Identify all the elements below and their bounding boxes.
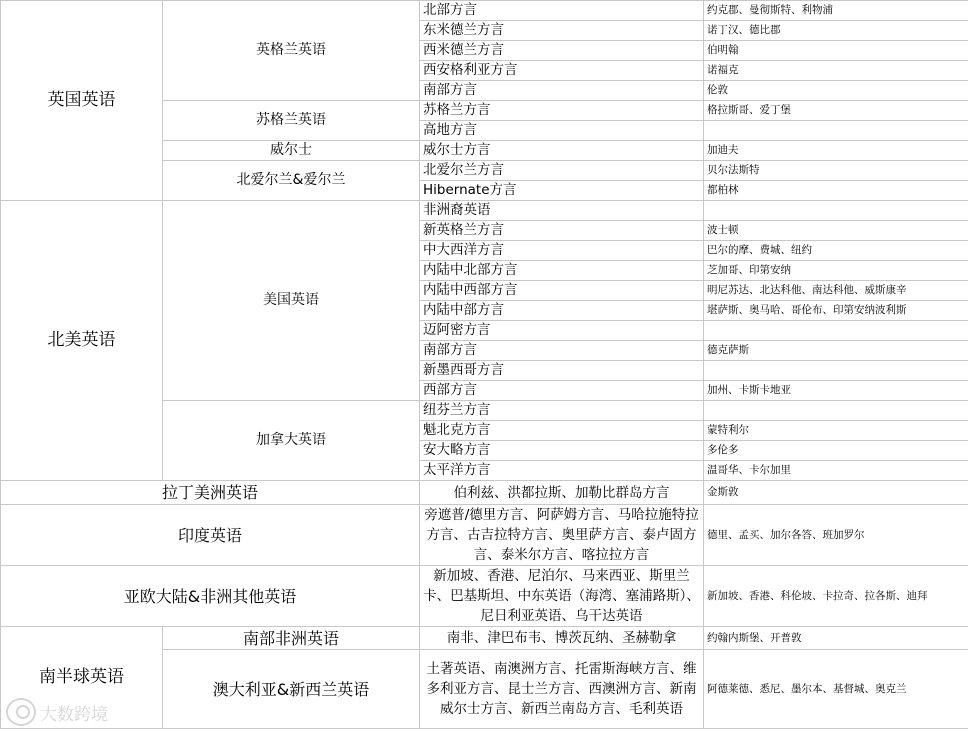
dialect-cell: 威尔士方言 [420,141,704,161]
dialect-cell: 新墨西哥方言 [420,361,704,381]
region-uk: 英国英语 [1,1,163,201]
cities-cell: 诺福克 [704,61,968,81]
dialect-cell: 土著英语、南澳洲方言、托雷斯海峡方言、维多利亚方言、昆士兰方言、西澳洲方言、新南威尔士方言、新西兰南岛方言、毛利英语 [420,650,704,729]
dialect-cell: 新英格兰方言 [420,221,704,241]
table-row [1,505,968,566]
dialect-cell: 东米德兰方言 [420,21,704,41]
cities-cell: 伦敦 [704,81,968,101]
variety-australia-nz: 澳大利亚&新西兰英语 [163,650,420,729]
table-row [1,627,968,650]
cities-cell: 温哥华、卡尔加里 [704,461,968,481]
dialect-cell: 魁北克方言 [420,421,704,441]
dialect-cell: 高地方言 [420,121,704,141]
dialect-cell: 北部方言 [420,1,704,21]
cities-cell [704,201,968,221]
table-row [1,566,968,627]
cities-cell: 都柏林 [704,181,968,201]
cities-cell: 多伦多 [704,441,968,461]
table-row [1,481,968,505]
dialect-cell: 新加坡、香港、尼泊尔、马来西亚、斯里兰卡、巴基斯坦、中东英语（海湾、塞浦路斯）、尼日利亚英语、乌干达英语 [420,566,704,627]
cities-cell [704,121,968,141]
region-india: 印度英语 [1,505,420,566]
watermark-logo-icon [6,698,36,726]
table-row [1,1,968,21]
cities-cell [704,361,968,381]
dialect-cell: 南非、津巴布韦、博茨瓦纳、圣赫勒拿 [420,627,704,650]
dialect-cell: 内陆中北部方言 [420,261,704,281]
variety-england: 英格兰英语 [163,1,420,101]
dialect-cell: 伯利兹、洪都拉斯、加勒比群岛方言 [420,481,704,505]
dialect-cell: 西安格利亚方言 [420,61,704,81]
dialect-cell: 太平洋方言 [420,461,704,481]
dialect-cell: 西米德兰方言 [420,41,704,61]
dialect-cell: 安大略方言 [420,441,704,461]
cities-cell: 加州、卡斯卡地亚 [704,381,968,401]
cities-cell: 贝尔法斯特 [704,161,968,181]
cities-cell: 新加坡、香港、科伦坡、卡拉奇、拉各斯、迪拜 [704,566,968,627]
region-eurasia-africa: 亚欧大陆&非洲其他英语 [1,566,420,627]
cities-cell: 金斯敦 [704,481,968,505]
region-latin-america: 拉丁美洲英语 [1,481,420,505]
dialect-cell: Hibernate方言 [420,181,704,201]
dialect-cell: 迈阿密方言 [420,321,704,341]
cities-cell: 诺丁汉、德比郡 [704,21,968,41]
variety-scotland: 苏格兰英语 [163,101,420,141]
dialect-cell: 苏格兰方言 [420,101,704,121]
region-north-america: 北美英语 [1,201,163,481]
watermark-text: 大数跨境 [40,704,108,725]
dialect-cell: 旁遮普/德里方言、阿萨姆方言、马哈拉施特拉方言、古吉拉特方言、奥里萨方言、泰卢固方言、泰米尔方言、喀拉拉方言 [420,505,704,566]
cities-cell [704,321,968,341]
dialect-cell: 西部方言 [420,381,704,401]
cities-cell: 堪萨斯、奥马哈、哥伦布、印第安纳波利斯 [704,301,968,321]
watermark [6,698,108,726]
cities-cell: 巴尔的摩、费城、纽约 [704,241,968,261]
cities-cell: 蒙特利尔 [704,421,968,441]
cities-cell: 格拉斯哥、爱丁堡 [704,101,968,121]
cities-cell: 德里、孟买、加尔各答、班加罗尔 [704,505,968,566]
dialect-cell: 纽芬兰方言 [420,401,704,421]
cities-cell: 明尼苏达、北达科他、南达科他、威斯康辛 [704,281,968,301]
variety-southern-africa: 南部非洲英语 [163,627,420,650]
dialect-cell: 非洲裔英语 [420,201,704,221]
cities-cell [704,401,968,421]
cities-cell: 波士顿 [704,221,968,241]
cities-cell: 约克郡、曼彻斯特、利物浦 [704,1,968,21]
region-southern-hemisphere: 南半球英语 [1,627,163,729]
cities-cell: 加迪夫 [704,141,968,161]
cities-cell: 伯明翰 [704,41,968,61]
table-row [1,201,968,221]
dialect-cell: 南部方言 [420,81,704,101]
cities-cell: 约翰内斯堡、开普敦 [704,627,968,650]
cities-cell: 芝加哥、印第安纳 [704,261,968,281]
variety-ireland: 北爱尔兰&爱尔兰 [163,161,420,201]
variety-us: 美国英语 [163,201,420,401]
dialect-cell: 南部方言 [420,341,704,361]
variety-wales: 威尔士 [163,141,420,161]
cities-cell: 德克萨斯 [704,341,968,361]
dialect-cell: 北爱尔兰方言 [420,161,704,181]
cities-cell: 阿德莱德、悉尼、墨尔本、基督城、奥克兰 [704,650,968,729]
variety-canada: 加拿大英语 [163,401,420,481]
dialect-cell: 内陆中部方言 [420,301,704,321]
dialect-cell: 中大西洋方言 [420,241,704,261]
dialect-cell: 内陆中西部方言 [420,281,704,301]
